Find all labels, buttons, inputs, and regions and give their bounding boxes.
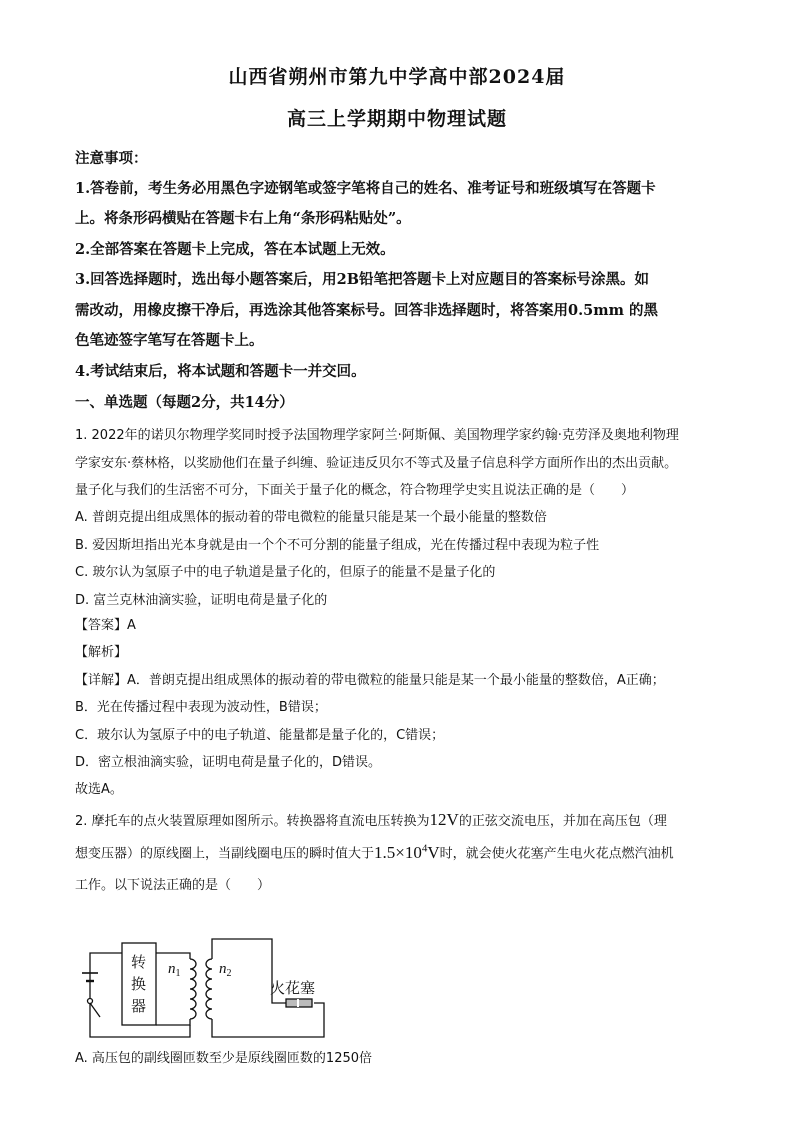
- secondary-coil: [206, 959, 212, 1019]
- q1-detail-d: D．密立根油滴实验，证明电荷是量子化的，D错误。: [75, 755, 382, 770]
- exam-title-line2: 高三上学期期中物理试题: [286, 108, 507, 130]
- q1-stem-line2: 学家安东·蔡林格，以奖励他们在量子纠缠、验证违反贝尔不等式及量子信息科学方面所作出的杰出贡献。: [75, 456, 678, 471]
- converter-label-1: 转: [131, 953, 147, 971]
- voltage-exponent: 4: [421, 842, 428, 854]
- q1-conclusion: 故选A。: [75, 782, 123, 797]
- q1-option-d: D. 富兰克林油滴实验，证明电荷是量子化的: [75, 593, 328, 608]
- switch-contact: [88, 999, 93, 1004]
- primary-coil: [190, 959, 196, 1019]
- n1-label: [168, 961, 181, 979]
- secondary-bottom-wire: [212, 1003, 324, 1037]
- n1-sub: 1: [175, 968, 181, 979]
- q1-option-c: C. 玻尔认为氢原子中的电子轨道是量子化的，但原子的能量不是量子化的: [75, 565, 496, 580]
- q1-stem-line1: 1. 2022年的诺贝尔物理学奖同时授予法国物理学家阿兰·阿斯佩、美国物理学家约翰·克劳泽及奥地利物理: [75, 428, 679, 443]
- q2-stem-line2: [75, 842, 674, 863]
- q2-stem-line1: [75, 810, 667, 830]
- note-item-3b: 需改动，用橡皮擦干净后，再选涂其他答案标号。回答非选择题时，将答案用0.5mm 的黑: [75, 302, 658, 319]
- q2-option-a: A. 高压包的副线圈匝数至少是原线圈匝数的1250倍: [75, 1051, 373, 1066]
- converter-label-2: 换: [131, 975, 147, 993]
- ignition-circuit-diagram: [62, 915, 352, 1045]
- n1-base: n: [168, 961, 176, 977]
- notes-heading: 注意事项：: [75, 150, 148, 167]
- q1-stem-line3: 量子化与我们的生活密不可分，下面关于量子化的概念，符合物理学史实且说法正确的是（ ）: [75, 483, 635, 498]
- note-item-3c: 色笔迹签字笔写在答题卡上。: [75, 332, 264, 349]
- note-item-1a: 1.答卷前，考生务必用黑色字迹钢笔或签字笔将自己的姓名、准考证号和班级填写在答题卡: [75, 180, 656, 197]
- exam-title-line1: 山西省朔州市第九中学高中部2024届: [228, 66, 566, 88]
- q1-option-b: B. 爱因斯坦指出光本身就是由一个个不可分割的能量子组成，光在传播过程中表现为粒子性: [75, 538, 600, 553]
- q2-stem-text4: 时，就会使火花塞产生电火花点燃汽油机: [439, 846, 674, 862]
- q1-detail-b: B．光在传播过程中表现为波动性，B错误；: [75, 700, 327, 715]
- note-item-3a: 3.回答选择题时，选出每小题答案后，用2B铅笔把答题卡上对应题目的答案标号涂黑。如: [75, 271, 649, 288]
- voltage-unit: V: [427, 842, 440, 862]
- n2-label: [219, 961, 232, 979]
- note-item-4: 4.考试结束后，将本试题和答题卡一并交回。: [75, 363, 366, 380]
- converter-label-3: 器: [131, 997, 147, 1015]
- q1-answer: 【答案】A: [75, 618, 136, 633]
- q2-stem-text1: 2. 摩托车的点火装置原理如图所示。转换器将直流电压转换为: [75, 814, 430, 829]
- q2-voltage-threshold: [374, 843, 440, 862]
- voltage-base: 1.5×10: [374, 842, 422, 862]
- q1-analysis-label: 【解析】: [75, 645, 128, 660]
- q2-stem-line3: 工作。以下说法正确的是（ ）: [75, 878, 271, 893]
- q2-voltage-12v: 12V: [429, 810, 459, 829]
- section-heading: 一、单选题（每题2分，共14分）: [75, 394, 294, 411]
- q2-stem-text2: 的正弦交流电压，并加在高压包（理: [458, 814, 667, 829]
- q2-stem-text3: 想变压器）的原线圈上，当副线圈电压的瞬时值大于: [75, 846, 375, 862]
- note-item-2: 2.全部答案在答题卡上完成，答在本试题上无效。: [75, 241, 395, 258]
- switch-lever: [90, 1003, 100, 1017]
- converter-to-primary-top: [156, 953, 190, 959]
- spark-plug-label: 火花塞: [270, 979, 316, 997]
- q1-detail-a: 【详解】A．普朗克提出组成黑体的振动着的带电微粒的能量只能是某一个最小能量的整数倍，A正确；: [75, 673, 665, 688]
- converter-to-primary-bottom: [156, 1019, 190, 1025]
- q1-option-a: A. 普朗克提出组成黑体的振动着的带电微粒的能量只能是某一个最小能量的整数倍: [75, 510, 547, 525]
- note-item-1b: 上。将条形码横贴在答题卡右上角“条形码粘贴处”。: [75, 210, 411, 227]
- n2-base: n: [219, 961, 227, 977]
- q1-detail-c: C．玻尔认为氢原子中的电子轨道、能量都是量子化的，C错误；: [75, 728, 445, 743]
- n2-sub: 2: [226, 968, 232, 979]
